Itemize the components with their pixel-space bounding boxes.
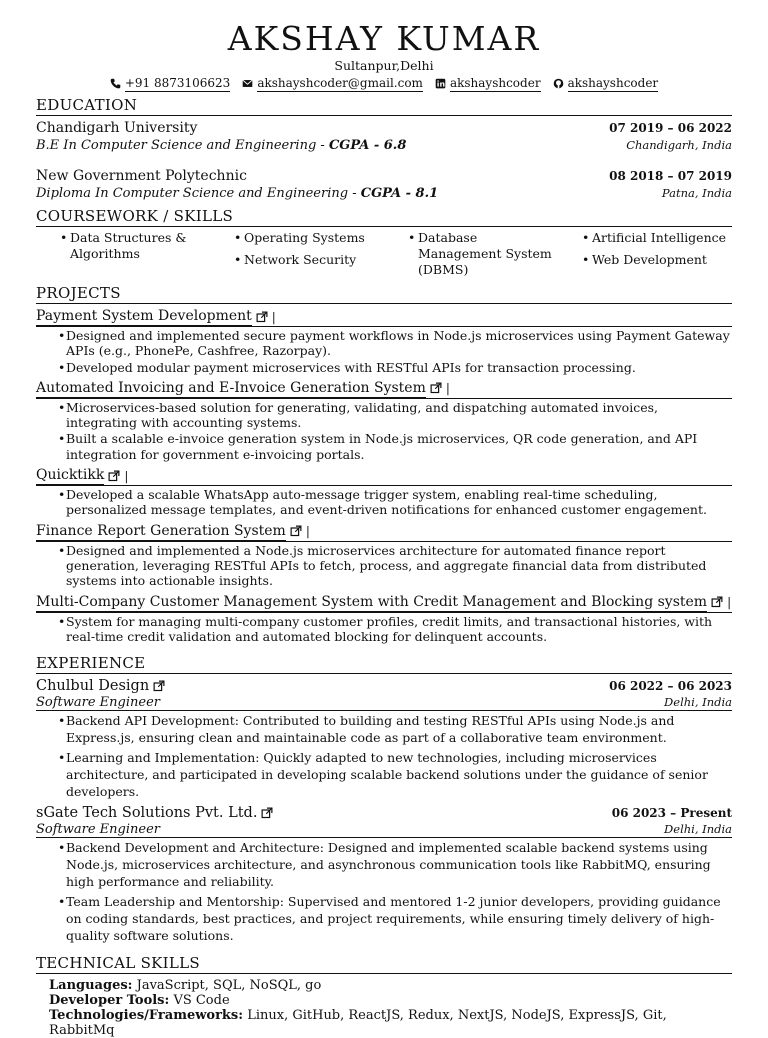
bullet-item: • Built a scalable e-invoice generation system in Node.js microservices, QR code generation, and API integration for government e-invoicing portals. [66, 431, 732, 462]
projects-list [36, 307, 732, 644]
linkedin-link[interactable]: akshayshcoder [449, 76, 541, 90]
skill-label: Technologies/Frameworks: [49, 1008, 244, 1024]
project-bullets [36, 326, 732, 375]
email-icon [242, 78, 253, 89]
education-dates: 08 2018 – 07 2019 [609, 169, 732, 183]
education-item [36, 167, 732, 202]
experience-place: Delhi, India [664, 821, 732, 836]
coursework-item: • Web Development [592, 252, 732, 268]
bullet-item: • Designed and implemented a Node.js microservices architecture for automated finance report generation, leveraging RESTful APIs to fetch, process, and aggregate financial data from distributed systems into actionable insights. [66, 543, 732, 589]
company-name-row [36, 804, 273, 822]
external-link-icon[interactable] [261, 807, 273, 819]
experience-heading: EXPERIENCE [36, 654, 732, 674]
degree-text: B.E In Computer Science and Engineering - [36, 138, 325, 153]
experience-list [36, 677, 732, 944]
coursework-column [36, 230, 210, 284]
skill-label: Languages: [49, 978, 133, 994]
email-link[interactable]: akshayshcoder@gmail.com [257, 76, 423, 90]
bullet-item: • Developed a scalable WhatsApp auto-message trigger system, enabling real-time scheduling, personalized message templates, and event-driven notifications for enhanced customer engagement. [66, 487, 732, 518]
skill-value: Linux, GitHub, ReactJS, Redux, NextJS, NodeJS, ExpressJS, Git, RabbitMq [49, 1008, 667, 1038]
project-title[interactable]: Payment System Development [36, 308, 252, 324]
external-link-icon[interactable] [153, 680, 165, 692]
project-title-row [36, 466, 732, 485]
github-link[interactable]: akshayshcoder [567, 76, 659, 90]
cgpa: CGPA - 6.8 [328, 138, 407, 153]
coursework-column [558, 230, 732, 284]
project-title[interactable]: Automated Invoicing and E-Invoice Generation System [36, 379, 426, 396]
project-title-row [36, 307, 732, 326]
education-heading: EDUCATION [36, 96, 732, 116]
experience-header [36, 677, 732, 695]
technical-skills-list [36, 978, 732, 1038]
school-name: New Government Polytechnic [36, 168, 247, 184]
education-place: Chandigarh, India [626, 138, 732, 152]
coursework-heading: COURSEWORK / SKILLS [36, 207, 732, 227]
separator: | [271, 309, 276, 324]
bullet-item: • Backend Development and Architecture: Designed and implemented scalable backend systems using Node.js, microservices architecture, and asynchronous communication tools like RabbitMQ, ensuring high performance and reliability. [66, 839, 732, 891]
coursework-grid [36, 227, 732, 284]
project-title[interactable]: Multi-Company Customer Management System with Credit Management and Blocking system [36, 593, 708, 610]
experience-item [36, 677, 732, 800]
project-item [36, 307, 732, 375]
resume-page [36, 0, 732, 1038]
external-link-icon[interactable] [108, 470, 120, 482]
contact-github [553, 75, 659, 92]
experience-bullets [36, 710, 732, 800]
experience-dates: 06 2022 – 06 2023 [609, 679, 732, 694]
bullet-item: • Backend API Development: Contributed to building and testing RESTful APIs using Node.js and Express.js, ensuring clean and maintainable code as part of a collaborative team environment. [66, 712, 732, 747]
experience-dates: 06 2023 – Present [611, 805, 732, 820]
education-dates: 07 2019 – 06 2022 [609, 121, 732, 135]
coursework-item: • Data Structures & Algorithms [70, 230, 210, 262]
coursework-item: • Network Security [244, 252, 384, 268]
bullet-item: • Designed and implemented secure payment workflows in Node.js microservices using Payment Gateway APIs (e.g., PhonePe, Cashfree, Razorpay). [66, 328, 732, 359]
cgpa: CGPA - 8.1 [360, 186, 439, 201]
project-bullets [36, 398, 732, 462]
separator: | [305, 524, 310, 539]
experience-item [36, 804, 732, 945]
school-name: Chandigarh University [36, 120, 198, 136]
technical-skill-row [36, 978, 732, 993]
degree-text: Diploma In Computer Science and Engineering - [36, 186, 357, 201]
contact-phone [110, 75, 231, 92]
skill-label: Developer Tools: [49, 993, 170, 1009]
project-title[interactable]: Quicktikk [36, 467, 105, 484]
external-link-icon[interactable] [290, 525, 302, 537]
project-title-row [36, 593, 732, 612]
external-link-icon[interactable] [430, 382, 442, 394]
project-title[interactable]: Finance Report Generation System [36, 522, 286, 539]
project-item [36, 466, 732, 518]
bullet-item: • System for managing multi-company customer profiles, credit limits, and transactional histories, with real-time credit validation and automated blocking for delinquent accounts. [66, 614, 732, 645]
contact-bar [36, 75, 732, 92]
degree [36, 137, 406, 154]
contact-linkedin [435, 75, 541, 92]
bullet-item: • Microservices-based solution for generating, validating, and dispatching automated invoices, integrating with accounting systems. [66, 400, 732, 431]
project-title-row [36, 379, 732, 398]
github-icon [553, 78, 564, 89]
project-item [36, 522, 732, 589]
bullet-item: • Developed modular payment microservices with RESTful APIs for transaction processing. [66, 360, 732, 375]
degree [36, 185, 438, 202]
separator: | [124, 468, 129, 483]
contact-email [242, 75, 423, 92]
external-link-icon[interactable] [256, 311, 268, 323]
location: Sultanpur,Delhi [334, 58, 434, 73]
company-name: sGate Tech Solutions Pvt. Ltd. [36, 804, 258, 821]
projects-heading: PROJECTS [36, 284, 732, 304]
coursework-item: • Database Management System (DBMS) [418, 230, 558, 278]
experience-subheader [36, 822, 732, 837]
experience-subheader [36, 695, 732, 710]
project-bullets [36, 485, 732, 518]
separator: | [727, 595, 732, 610]
coursework-item: • Artificial Intelligence [592, 230, 732, 246]
phone-icon [110, 78, 121, 89]
project-bullets [36, 541, 732, 589]
project-title-row [36, 522, 732, 541]
separator: | [445, 381, 450, 396]
technical-skill-row [36, 1008, 732, 1038]
technical-skill-row [36, 993, 732, 1008]
technical-skills-heading: TECHNICAL SKILLS [36, 954, 732, 974]
education-place: Patna, India [661, 186, 732, 200]
education-item [36, 119, 732, 154]
project-item [36, 593, 732, 645]
bullet-item: • Learning and Implementation: Quickly adapted to new technologies, including microservices architecture, and participated in developing scalable backend solutions under the guidance of senior developers. [66, 749, 732, 801]
project-item [36, 379, 732, 462]
external-link-icon[interactable] [711, 596, 723, 608]
phone-link[interactable]: +91 8873106623 [124, 76, 231, 90]
candidate-name: AKSHAY KUMAR [227, 19, 541, 58]
coursework-item: • Operating Systems [244, 230, 384, 246]
job-role: Software Engineer [36, 821, 161, 837]
company-name-row [36, 677, 165, 695]
company-name: Chulbul Design [36, 678, 150, 695]
bullet-item: • Team Leadership and Mentorship: Supervised and mentored 1-2 junior developers, providing guidance on coding standards, best practices, and project requirements, while ensuring timely delivery of high-quality software solutions. [66, 893, 732, 945]
linkedin-icon [435, 78, 446, 89]
job-role: Software Engineer [36, 695, 161, 711]
experience-bullets [36, 837, 732, 945]
project-bullets [36, 612, 732, 645]
experience-place: Delhi, India [664, 695, 732, 710]
skill-value: JavaScript, SQL, NoSQL, go [136, 978, 322, 994]
experience-header [36, 804, 732, 822]
skill-value: VS Code [173, 993, 230, 1009]
coursework-column [384, 230, 558, 284]
coursework-column [210, 230, 384, 284]
